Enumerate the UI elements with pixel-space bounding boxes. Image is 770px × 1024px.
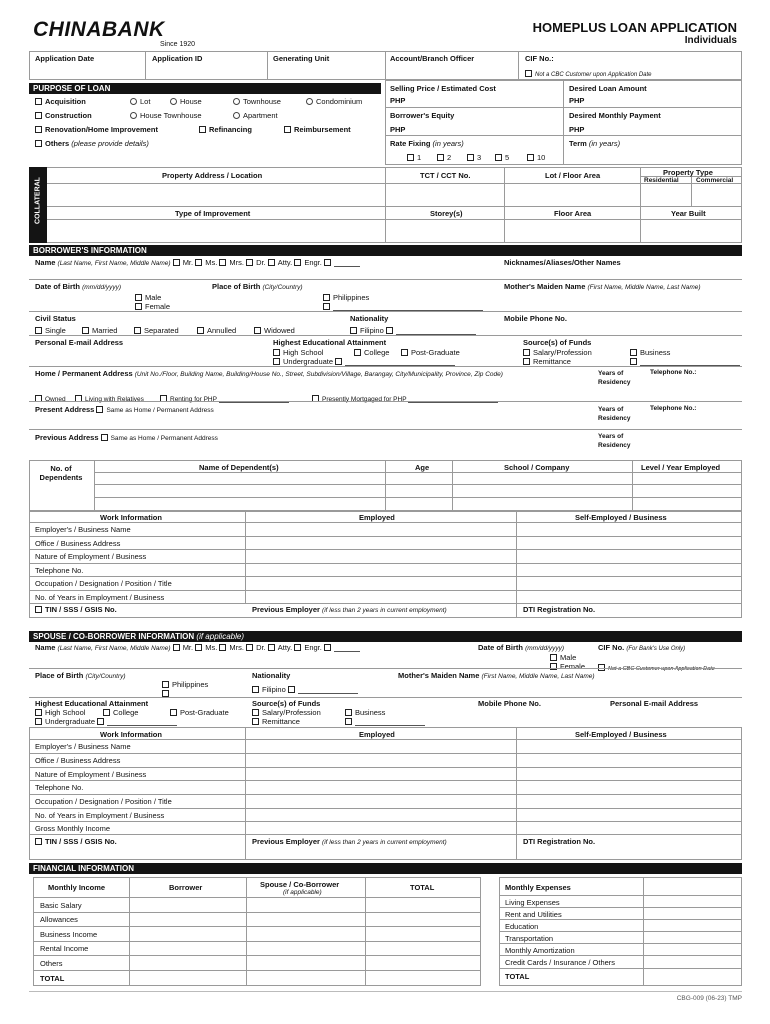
business-checkbox[interactable]: Business (630, 348, 670, 357)
monthly-amortization-row[interactable]: Monthly Amortization (505, 946, 575, 955)
collateral-label-text: COLLATERAL (34, 177, 42, 224)
spouse-dti-field[interactable]: DTI Registration No. (523, 837, 596, 846)
spouse-title: SPOUSE / CO-BORROWER INFORMATION (if applicable) (29, 631, 742, 642)
allowances-row[interactable]: Allowances (40, 915, 78, 924)
logo: CHINABANK (33, 18, 165, 41)
salary-checkbox[interactable]: Salary/Profession (523, 348, 592, 357)
refinancing-checkbox[interactable]: Refinancing (199, 125, 252, 134)
borrower-title: BORROWER'S INFORMATION (29, 245, 742, 256)
spouse-telephone-row[interactable]: Telephone No. (35, 783, 84, 792)
spouse-other-funds-checkbox[interactable] (345, 717, 425, 726)
rate-fixing-10[interactable]: 10 (527, 153, 545, 162)
married-checkbox[interactable]: Married (82, 326, 117, 335)
term-label: Term (in years) (569, 139, 621, 148)
dependents-name-header: Name of Dependent(s) (199, 463, 279, 472)
mortgaged-checkbox[interactable]: Presently Mortgaged for PHP (312, 395, 498, 403)
occupation-row[interactable]: Occupation / Designation / Position / Title (35, 579, 172, 588)
monthly-expenses-header: Monthly Expenses (505, 883, 571, 892)
residential-header: Residential (644, 177, 679, 184)
rate-fixing-label: Rate Fixing (in years) (390, 139, 464, 148)
floor-area-header: Floor Area (554, 209, 592, 218)
home-years-residency[interactable]: Years of Residency (598, 370, 631, 386)
dti-field[interactable]: DTI Registration No. (523, 605, 596, 614)
spouse-employed-header: Employed (359, 730, 395, 739)
lot-floor-header: Lot / Floor Area (545, 171, 601, 180)
house-townhouse-radio[interactable]: House Townhouse (130, 111, 202, 120)
spouse-employer-name-row[interactable]: Employer's / Business Name (35, 742, 131, 751)
desired-monthly-label: Desired Monthly Payment (569, 111, 661, 120)
selling-price-label: Selling Price / Estimated Cost (390, 84, 496, 93)
spouse-years-employment-row[interactable]: No. of Years in Employment / Business (35, 811, 165, 820)
spouse-high-school-checkbox[interactable]: High School (35, 708, 85, 717)
renting-checkbox[interactable]: Renting for PHP (160, 395, 289, 403)
spouse-income-note: (if applicable) (283, 889, 322, 896)
male-checkbox[interactable]: Male (135, 293, 161, 302)
spouse-office-address-row[interactable]: Office / Business Address (35, 756, 121, 765)
spouse-funds-label: Source(s) of Funds (252, 699, 321, 708)
reimbursement-checkbox[interactable]: Reimbursement (284, 125, 351, 134)
basic-salary-row[interactable]: Basic Salary (40, 901, 82, 910)
rate-fixing-3[interactable]: 3 (467, 153, 481, 162)
spouse-previous-employer-field[interactable]: Previous Employer (if less than 2 years in current employment) (252, 837, 447, 846)
generating-unit-field[interactable]: Generating Unit (273, 54, 330, 63)
remittance-checkbox[interactable]: Remittance (523, 357, 571, 366)
others-income-row[interactable]: Others (40, 959, 63, 968)
tin-sss-gsis-field[interactable]: TIN / SSS / GSIS No. (35, 605, 117, 614)
mobile-field[interactable]: Mobile Phone No. (504, 314, 567, 323)
account-officer-field[interactable]: Account/Branch Officer (390, 54, 475, 63)
spouse-tin-sss-gsis-field[interactable]: TIN / SSS / GSIS No. (35, 837, 117, 846)
employer-name-row[interactable]: Employer's / Business Name (35, 525, 131, 534)
undergrad-checkbox[interactable]: Undergraduate (273, 357, 455, 366)
spouse-education-label: Highest Educational Attainment (35, 699, 149, 708)
property-type-header: Property Type (663, 168, 713, 177)
transportation-row[interactable]: Transportation (505, 934, 554, 943)
dependents-level-header: Level / Year Employed (641, 463, 721, 472)
high-school-checkbox[interactable]: High School (273, 348, 323, 357)
work-telephone-row[interactable]: Telephone No. (35, 566, 84, 575)
tct-header: TCT / CCT No. (420, 171, 471, 180)
spouse-college-checkbox[interactable]: College (103, 708, 138, 717)
spouse-male-checkbox[interactable]: Male (550, 653, 576, 662)
condominium-radio[interactable]: Condominium (306, 97, 362, 106)
civil-status-label: Civil Status (35, 314, 76, 323)
financial-title: FINANCIAL INFORMATION (29, 863, 742, 874)
desired-amount-php[interactable]: PHP (569, 96, 585, 105)
education-expense-row[interactable]: Education (505, 922, 539, 931)
not-cbc-checkbox[interactable]: Not a CBC Customer upon Application Date (525, 70, 652, 78)
rate-fixing-2[interactable]: 2 (437, 153, 451, 162)
acquisition-checkbox[interactable]: Acquisition (35, 97, 86, 106)
present-address-field[interactable]: Present Address Same as Home / Permanent Address (35, 405, 214, 414)
rent-utilities-row[interactable]: Rent and Utilities (505, 910, 562, 919)
previous-years-residency[interactable]: Years of Residency (598, 433, 631, 449)
owned-checkbox[interactable]: Owned (35, 395, 66, 403)
storeys-header: Storey(s) (430, 209, 463, 218)
commercial-header: Commercial (696, 177, 734, 184)
business-income-row[interactable]: Business Income (40, 930, 98, 939)
living-expenses-row[interactable]: Living Expenses (505, 898, 560, 907)
spouse-gross-income-row[interactable]: Gross Monthly Income (35, 824, 111, 833)
rate-fixing-1[interactable]: 1 (407, 153, 421, 162)
dependents-age-header: Age (415, 463, 430, 472)
female-checkbox[interactable]: Female (135, 302, 170, 311)
work-info-header: Work Information (100, 513, 162, 522)
spouse-self-employed-header: Self-Employed / Business (575, 730, 667, 739)
spouse-place-birth-field[interactable]: Place of Birth (City/Country) (35, 671, 126, 680)
widowed-checkbox[interactable]: Widowed (254, 326, 295, 335)
spouse-business-checkbox[interactable]: Business (345, 708, 385, 717)
rental-income-row[interactable]: Rental Income (40, 944, 89, 953)
spouse-mothers-maiden-field[interactable]: Mother's Maiden Name (First Name, Middle Name, Last Name) (398, 671, 595, 680)
separated-checkbox[interactable]: Separated (134, 326, 179, 335)
spouse-not-cbc-checkbox[interactable]: Not a CBC Customer upon Application Date (598, 664, 715, 672)
house-radio[interactable]: House (170, 97, 202, 106)
years-employment-row[interactable]: No. of Years in Employment / Business (35, 593, 165, 602)
nature-employment-row[interactable]: Nature of Employment / Business (35, 552, 147, 561)
spouse-cif-field[interactable]: CIF No. (For Bank's Use Only) (598, 643, 686, 652)
mothers-maiden-field[interactable]: Mother's Maiden Name (First Name, Middle Name, Last Name) (504, 282, 701, 291)
borrower-income-header: Borrower (169, 883, 203, 892)
spouse-post-grad-checkbox[interactable]: Post-Graduate (170, 708, 229, 717)
year-built-header: Year Built (671, 209, 706, 218)
cif-no-field[interactable]: CIF No.: (525, 54, 554, 63)
spouse-mobile-field[interactable]: Mobile Phone No. (478, 699, 541, 708)
application-date-field[interactable]: Application Date (35, 54, 95, 63)
spouse-salary-checkbox[interactable]: Salary/Profession (252, 708, 321, 717)
application-id-field[interactable]: Application ID (152, 54, 203, 63)
logo-since: Since 1920 (160, 41, 196, 48)
property-address-header: Property Address / Location (162, 171, 263, 180)
spouse-philippines-checkbox[interactable]: Philippines (162, 680, 208, 689)
employed-header: Employed (359, 513, 395, 522)
monthly-income-header: Monthly Income (48, 883, 106, 892)
home-address-field[interactable]: Home / Permanent Address (Unit No./Floor, Building Name, Building/House No., Street, Subdivision/Village, Barangay, City/Municipality, Province, Zip Code) (35, 369, 503, 378)
filipino-checkbox[interactable]: Filipino (350, 326, 476, 335)
renovation-checkbox[interactable]: Renovation/Home Improvement (35, 125, 158, 134)
borrower-equity-label: Borrower's Equity (390, 111, 455, 120)
desired-monthly-php[interactable]: PHP (569, 125, 585, 134)
post-grad-checkbox[interactable]: Post-Graduate (401, 348, 460, 357)
type-improvement-header: Type of Improvement (175, 209, 251, 218)
previous-address-field[interactable]: Previous Address Same as Home / Permanent Address (35, 433, 218, 442)
spouse-dob-field[interactable]: Date of Birth (mm/dd/yyyy) (478, 643, 565, 652)
nicknames-field[interactable]: Nicknames/Aliases/Other Names (504, 258, 621, 267)
funds-label: Source(s) of Funds (523, 338, 592, 347)
spouse-nature-employment-row[interactable]: Nature of Employment / Business (35, 770, 147, 779)
apartment-radio[interactable]: Apartment (233, 111, 278, 120)
desired-amount-label: Desired Loan Amount (569, 84, 647, 93)
townhouse-radio[interactable]: Townhouse (233, 97, 281, 106)
education-label: Highest Educational Attainment (273, 338, 387, 347)
other-country-checkbox[interactable] (323, 302, 483, 311)
spouse-remittance-checkbox[interactable]: Remittance (252, 717, 300, 726)
dependents-school-header: School / Company (504, 463, 570, 472)
borrower-equity-php[interactable]: PHP (390, 125, 406, 134)
single-checkbox[interactable]: Single (35, 326, 66, 335)
borrower-name-field[interactable]: Name (Last Name, First Name, Middle Name) Mr. Ms. Mrs. Dr. Atty. Engr. (35, 258, 360, 267)
form-title: HOMEPLUS LOAN APPLICATION (532, 20, 737, 35)
spouse-nationality-label: Nationality (252, 671, 291, 680)
spouse-filipino-checkbox[interactable]: Filipino (252, 685, 358, 694)
college-checkbox[interactable]: College (354, 348, 389, 357)
home-telephone[interactable]: Telephone No.: (650, 369, 697, 376)
spouse-income-header: Spouse / Co-Borrower (260, 880, 340, 889)
present-years-residency[interactable]: Years of Residency (598, 406, 631, 422)
previous-employer-field[interactable]: Previous Employer (if less than 2 years in current employment) (252, 605, 447, 614)
spouse-undergrad-checkbox[interactable]: Undergraduate (35, 717, 177, 726)
construction-checkbox[interactable]: Construction (35, 111, 92, 120)
place-birth-field[interactable]: Place of Birth (City/Country) (212, 282, 303, 291)
spouse-email-field[interactable]: Personal E-mail Address (610, 699, 699, 708)
total-income-header: TOTAL (410, 883, 435, 892)
form-code: CBG-009 (06-23) TMP (676, 995, 742, 1002)
form-subtitle: Individuals (684, 35, 737, 46)
selling-price-php[interactable]: PHP (390, 96, 406, 105)
email-field[interactable]: Personal E-mail Address (35, 338, 124, 347)
rate-fixing-5[interactable]: 5 (495, 153, 509, 162)
spouse-occupation-row[interactable]: Occupation / Designation / Position / Title (35, 797, 172, 806)
expenses-total-row[interactable]: TOTAL (505, 972, 530, 981)
others-checkbox[interactable]: Others (please provide details) (35, 139, 149, 148)
annulled-checkbox[interactable]: Annulled (197, 326, 236, 335)
present-telephone[interactable]: Telephone No.: (650, 405, 697, 412)
self-employed-header: Self-Employed / Business (575, 513, 667, 522)
income-total-row[interactable]: TOTAL (40, 974, 65, 983)
nationality-label: Nationality (350, 314, 389, 323)
dob-field[interactable]: Date of Birth (mm/dd/yyyy) (35, 282, 122, 291)
philippines-checkbox[interactable]: Philippines (323, 293, 369, 302)
lot-radio[interactable]: Lot (130, 97, 150, 106)
living-relatives-checkbox[interactable]: Living with Relatives (75, 395, 144, 403)
spouse-female-checkbox[interactable]: Female (550, 662, 585, 671)
other-funds-checkbox[interactable] (630, 357, 740, 366)
credit-cards-row[interactable]: Credit Cards / Insurance / Others (505, 958, 616, 967)
purpose-title: PURPOSE OF LOAN (29, 83, 381, 94)
office-address-row[interactable]: Office / Business Address (35, 539, 121, 548)
spouse-work-info-header: Work Information (100, 730, 162, 739)
spouse-name-field[interactable]: Name (Last Name, First Name, Middle Name) Mr. Ms. Mrs. Dr. Atty. Engr. (35, 643, 360, 652)
dependents-no-header: No. of Dependents (39, 464, 83, 482)
